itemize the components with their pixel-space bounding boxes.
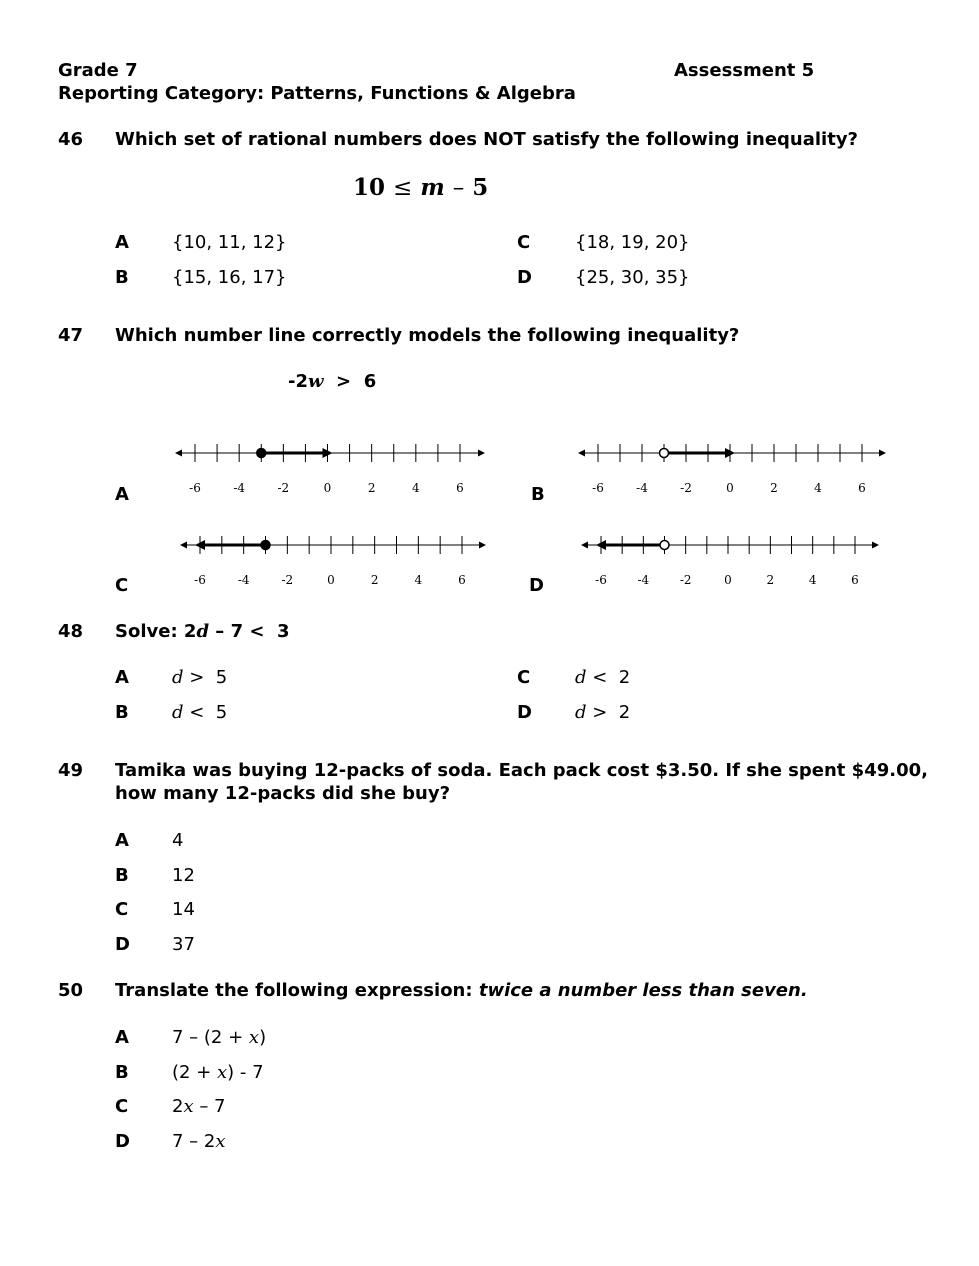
q48-option-c-letter[interactable]: C	[517, 667, 531, 688]
q50-option-b[interactable]: (2 + x) - 7	[172, 1062, 264, 1083]
q50-option-c[interactable]: 2x – 7	[172, 1096, 226, 1117]
tick-label: 2	[367, 481, 376, 495]
q46-option-d-letter[interactable]: D	[517, 267, 532, 288]
tick-label: 0	[724, 573, 732, 587]
assessment-label: Assessment 5	[674, 60, 815, 81]
q46-option-b-letter[interactable]: B	[115, 267, 129, 288]
q50-option-c-letter[interactable]: C	[115, 1096, 129, 1117]
tick-label: -2	[679, 573, 692, 587]
q47-option-b-letter[interactable]: B	[531, 484, 545, 505]
q46-option-b[interactable]: {15, 16, 17}	[172, 267, 287, 288]
tick-label: 2	[770, 481, 778, 495]
tick-label: 6	[851, 573, 859, 587]
q50-option-a-letter[interactable]: A	[115, 1027, 129, 1048]
tick-label: 2	[766, 573, 775, 587]
tick-label: -4	[237, 573, 250, 587]
q46-text: Which set of rational numbers does NOT satisfy the following inequality?	[115, 129, 858, 150]
tick-label: 6	[458, 573, 466, 587]
q46-inequality: 10 ≤ m – 5	[353, 174, 489, 201]
q49-option-c-letter[interactable]: C	[115, 899, 129, 920]
tick-label: 4	[412, 481, 420, 495]
tick-label: 4	[808, 573, 817, 587]
tick-label: 4	[414, 573, 423, 587]
q48-number: 48	[58, 621, 84, 642]
q49-text-line2: how many 12-packs did she buy?	[115, 783, 451, 804]
tick-label: -4	[636, 481, 648, 495]
q46-option-d[interactable]: {25, 30, 35}	[575, 267, 690, 288]
tick-label: -6	[194, 573, 206, 587]
tick-label: 4	[814, 481, 822, 495]
q49-option-d[interactable]: 37	[172, 934, 195, 955]
q47-text: Which number line correctly models the following inequality?	[115, 325, 740, 346]
q47-inequality: -2w > 6	[288, 371, 377, 392]
q47-option-d-letter[interactable]: D	[529, 575, 544, 596]
tick-label: -2	[277, 481, 290, 495]
axis-arrow-left	[581, 542, 588, 549]
q46-number: 46	[58, 129, 84, 150]
tick-label: -6	[189, 481, 201, 495]
q49-option-a-letter[interactable]: A	[115, 830, 129, 851]
tick-label: 6	[858, 481, 866, 495]
q49-option-b[interactable]: 12	[172, 865, 195, 886]
q48-option-a-letter[interactable]: A	[115, 667, 129, 688]
q46-option-a-letter[interactable]: A	[115, 232, 129, 253]
q49-option-d-letter[interactable]: D	[115, 934, 130, 955]
q48-option-d[interactable]: d > 2	[575, 702, 631, 723]
q47-option-a-letter[interactable]: A	[115, 484, 129, 505]
q50-text: Translate the following expression: twice a number less than seven.	[115, 980, 808, 1001]
q46-option-c-letter[interactable]: C	[517, 232, 531, 253]
tick-label: -6	[592, 481, 604, 495]
q49-text-line1: Tamika was buying 12-packs of soda. Each pack cost $3.50. If she spent $49.00,	[115, 760, 928, 781]
tick-label: 0	[327, 573, 335, 587]
tick-label: -4	[637, 573, 650, 587]
tick-label: -4	[233, 481, 246, 495]
q48-option-c[interactable]: d < 2	[575, 667, 631, 688]
tick-label: -2	[281, 573, 294, 587]
q47-option-c-letter[interactable]: C	[115, 575, 129, 596]
q47-number: 47	[58, 325, 84, 346]
tick-label: -2	[680, 481, 692, 495]
tick-label: 6	[456, 481, 464, 495]
q49-number: 49	[58, 760, 84, 781]
axis-arrow-right	[872, 542, 879, 549]
q50-option-a[interactable]: 7 – (2 + x)	[172, 1027, 267, 1048]
q50-option-b-letter[interactable]: B	[115, 1062, 129, 1083]
grade-label: Grade 7	[58, 60, 138, 81]
q46-option-a[interactable]: {10, 11, 12}	[172, 232, 287, 253]
q49-option-b-letter[interactable]: B	[115, 865, 129, 886]
tick-label: -6	[595, 573, 607, 587]
q50-number: 50	[58, 980, 84, 1001]
reporting-category: Reporting Category: Patterns, Functions & Algebra	[58, 83, 576, 104]
tick-label: 2	[370, 573, 379, 587]
q49-option-c[interactable]: 14	[172, 899, 195, 920]
q46-option-c[interactable]: {18, 19, 20}	[575, 232, 690, 253]
q48-option-d-letter[interactable]: D	[517, 702, 532, 723]
open-endpoint	[660, 541, 669, 550]
q48-text: Solve: 2d – 7 < 3	[115, 621, 290, 642]
q48-option-b[interactable]: d < 5	[172, 702, 228, 723]
tick-label: 0	[726, 481, 734, 495]
q48-option-b-letter[interactable]: B	[115, 702, 129, 723]
q49-option-a[interactable]: 4	[172, 830, 184, 851]
q50-option-d[interactable]: 7 – 2x	[172, 1131, 226, 1152]
tick-label: 0	[323, 481, 332, 495]
q48-option-a[interactable]: d > 5	[172, 667, 228, 688]
q50-option-d-letter[interactable]: D	[115, 1131, 130, 1152]
